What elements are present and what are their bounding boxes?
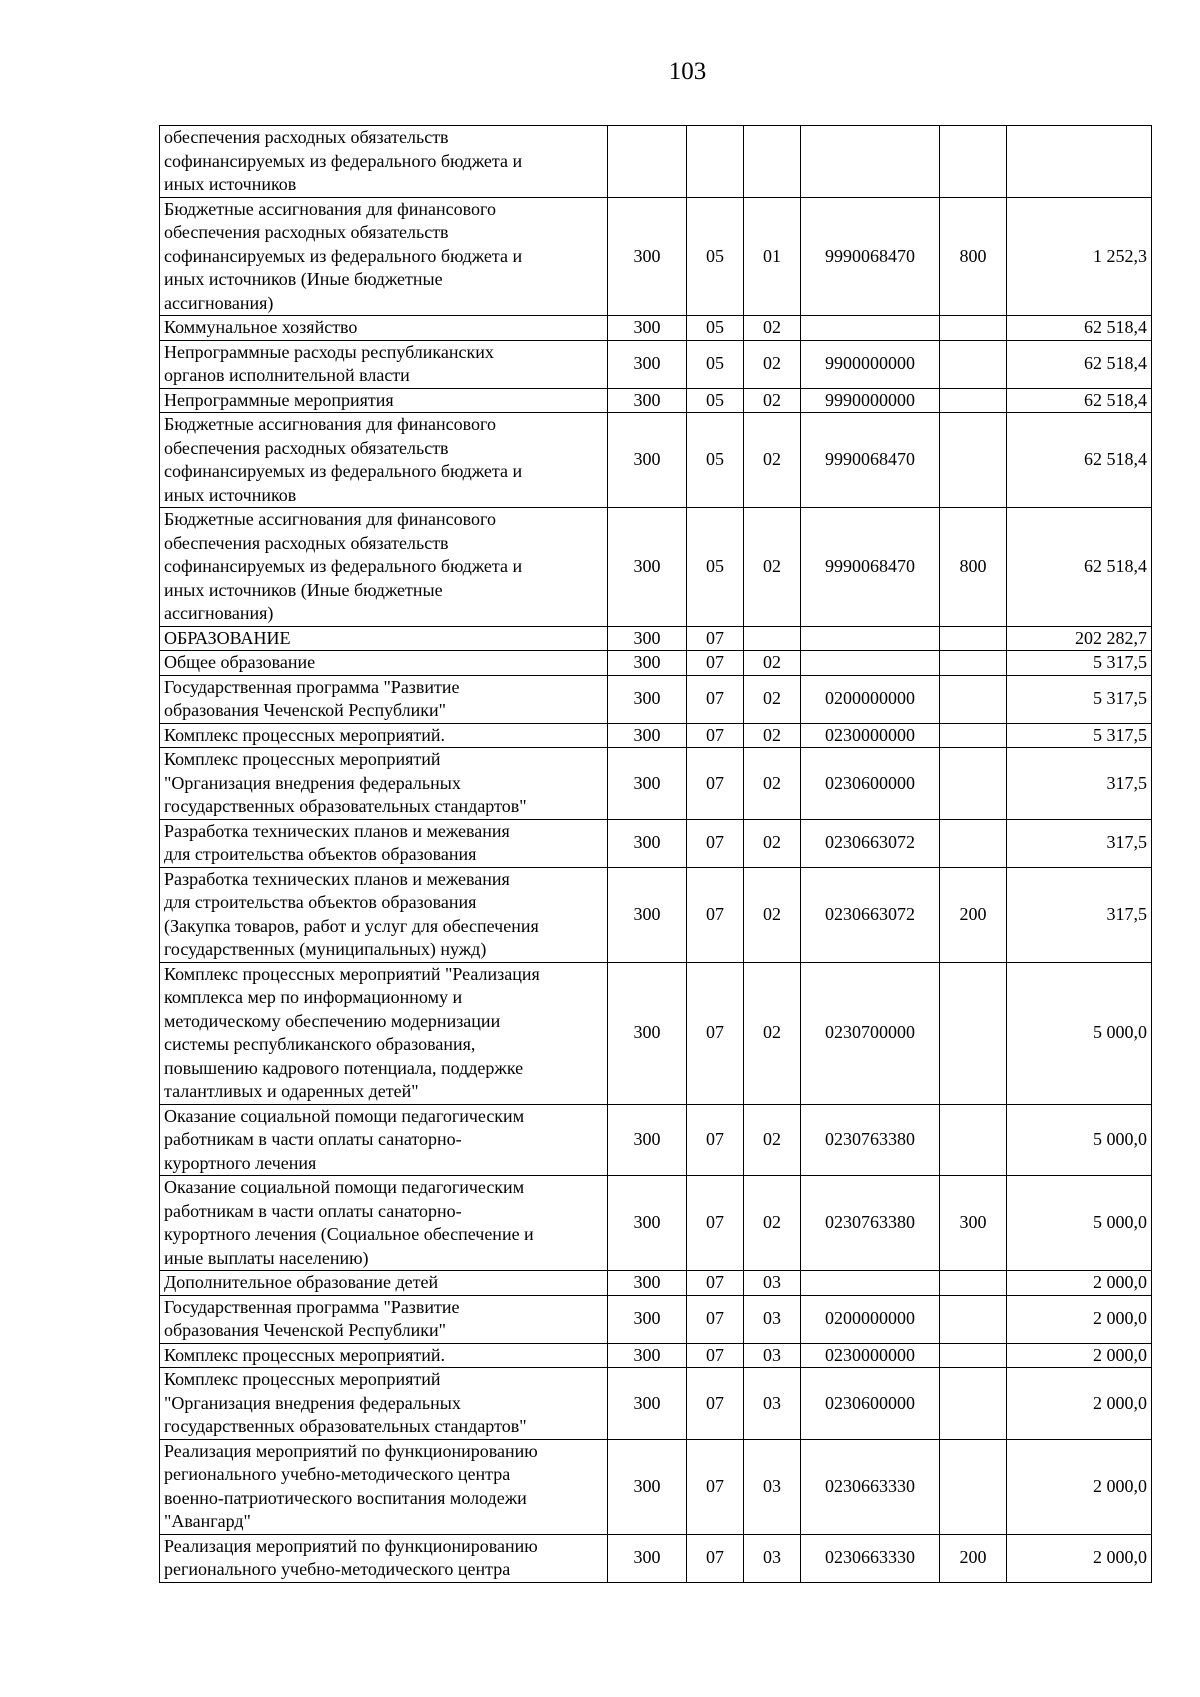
subsection-code: 03 <box>744 1439 801 1534</box>
target-article-code: 9990000000 <box>801 388 940 413</box>
row-name: Реализация мероприятий по функционированию регионального учебно-методического центра военно-патриотического воспитания молодежи "Авангард" <box>160 1439 608 1534</box>
section-code: 07 <box>687 748 744 820</box>
subsection-code: 02 <box>744 651 801 676</box>
expense-type-code <box>940 1271 1007 1296</box>
subsection-code: 02 <box>744 962 801 1104</box>
table-row <box>160 748 1152 820</box>
target-article-code: 0200000000 <box>801 675 940 723</box>
table-row <box>160 1295 1152 1343</box>
amount: 2 000,0 <box>1007 1343 1152 1368</box>
subsection-code <box>744 126 801 198</box>
target-article-code: 0230663330 <box>801 1439 940 1534</box>
ved-code: 300 <box>608 388 687 413</box>
target-article-code: 0200000000 <box>801 1295 940 1343</box>
section-code: 07 <box>687 723 744 748</box>
section-code: 07 <box>687 1104 744 1176</box>
expense-type-code <box>940 819 1007 867</box>
table-row <box>160 197 1152 316</box>
subsection-code: 02 <box>744 388 801 413</box>
row-name: Непрограммные расходы республиканских органов исполнительной власти <box>160 340 608 388</box>
expense-type-code <box>940 1368 1007 1440</box>
amount: 2 000,0 <box>1007 1534 1152 1582</box>
expense-type-code <box>940 413 1007 508</box>
expense-type-code: 800 <box>940 197 1007 316</box>
section-code <box>687 126 744 198</box>
table-row <box>160 316 1152 341</box>
amount: 2 000,0 <box>1007 1368 1152 1440</box>
target-article-code: 9990068470 <box>801 413 940 508</box>
expense-type-code <box>940 626 1007 651</box>
subsection-code: 02 <box>744 723 801 748</box>
table-row <box>160 1343 1152 1368</box>
target-article-code: 0230663072 <box>801 819 940 867</box>
expense-type-code <box>940 126 1007 198</box>
amount: 62 518,4 <box>1007 508 1152 627</box>
amount: 317,5 <box>1007 748 1152 820</box>
expense-type-code <box>940 651 1007 676</box>
expense-type-code: 200 <box>940 1534 1007 1582</box>
expense-type-code: 800 <box>940 508 1007 627</box>
expense-type-code <box>940 1439 1007 1534</box>
table-row <box>160 413 1152 508</box>
subsection-code: 01 <box>744 197 801 316</box>
ved-code: 300 <box>608 1439 687 1534</box>
table-row <box>160 675 1152 723</box>
ved-code: 300 <box>608 867 687 962</box>
subsection-code: 03 <box>744 1295 801 1343</box>
ved-code: 300 <box>608 651 687 676</box>
subsection-code: 03 <box>744 1534 801 1582</box>
section-code: 07 <box>687 1271 744 1296</box>
subsection-code <box>744 626 801 651</box>
table-row <box>160 723 1152 748</box>
table-row <box>160 126 1152 198</box>
amount: 1 252,3 <box>1007 197 1152 316</box>
table-row <box>160 626 1152 651</box>
ved-code: 300 <box>608 1343 687 1368</box>
subsection-code: 02 <box>744 508 801 627</box>
section-code: 07 <box>687 819 744 867</box>
table-row <box>160 962 1152 1104</box>
target-article-code: 0230600000 <box>801 1368 940 1440</box>
section-code: 05 <box>687 340 744 388</box>
section-code: 07 <box>687 1176 744 1271</box>
row-name: Комплекс процессных мероприятий. <box>160 1343 608 1368</box>
target-article-code: 0230700000 <box>801 962 940 1104</box>
amount: 317,5 <box>1007 867 1152 962</box>
target-article-code <box>801 626 940 651</box>
row-name: Бюджетные ассигнования для финансового обеспечения расходных обязательств софинансируемых из федерального бюджета и иных источников (Иные бюджетные ассигнования) <box>160 508 608 627</box>
target-article-code: 9900000000 <box>801 340 940 388</box>
subsection-code: 02 <box>744 1176 801 1271</box>
section-code: 07 <box>687 651 744 676</box>
target-article-code <box>801 1271 940 1296</box>
row-name: Реализация мероприятий по функционированию регионального учебно-методического центра <box>160 1534 608 1582</box>
row-name: Непрограммные мероприятия <box>160 388 608 413</box>
row-name: Оказание социальной помощи педагогическим работникам в части оплаты санаторно- курортного лечения <box>160 1104 608 1176</box>
subsection-code: 02 <box>744 819 801 867</box>
target-article-code: 0230663330 <box>801 1534 940 1582</box>
table-row <box>160 819 1152 867</box>
subsection-code: 02 <box>744 867 801 962</box>
section-code: 05 <box>687 508 744 627</box>
subsection-code: 02 <box>744 748 801 820</box>
ved-code: 300 <box>608 1534 687 1582</box>
row-name: Бюджетные ассигнования для финансового обеспечения расходных обязательств софинансируемых из федерального бюджета и иных источников (Иные бюджетные ассигнования) <box>160 197 608 316</box>
section-code: 07 <box>687 867 744 962</box>
expense-type-code <box>940 962 1007 1104</box>
ved-code: 300 <box>608 316 687 341</box>
row-name: Бюджетные ассигнования для финансового обеспечения расходных обязательств софинансируемых из федерального бюджета и иных источников <box>160 413 608 508</box>
subsection-code: 02 <box>744 316 801 341</box>
table-row <box>160 508 1152 627</box>
target-article-code <box>801 316 940 341</box>
expense-type-code <box>940 1104 1007 1176</box>
amount: 5 000,0 <box>1007 962 1152 1104</box>
amount: 5 000,0 <box>1007 1104 1152 1176</box>
expense-type-code <box>940 316 1007 341</box>
table-row <box>160 1104 1152 1176</box>
amount: 5 317,5 <box>1007 723 1152 748</box>
table-row <box>160 340 1152 388</box>
table-row <box>160 867 1152 962</box>
section-code: 07 <box>687 962 744 1104</box>
expense-type-code <box>940 1343 1007 1368</box>
target-article-code: 0230763380 <box>801 1176 940 1271</box>
table-row <box>160 1176 1152 1271</box>
row-name: Коммунальное хозяйство <box>160 316 608 341</box>
table-row <box>160 1271 1152 1296</box>
section-code: 07 <box>687 1439 744 1534</box>
table-row <box>160 651 1152 676</box>
row-name: Государственная программа "Развитие образования Чеченской Республики" <box>160 675 608 723</box>
section-code: 05 <box>687 197 744 316</box>
amount: 202 282,7 <box>1007 626 1152 651</box>
row-name: Государственная программа "Развитие образования Чеченской Республики" <box>160 1295 608 1343</box>
row-name: Комплекс процессных мероприятий. <box>160 723 608 748</box>
amount: 5 317,5 <box>1007 675 1152 723</box>
section-code: 07 <box>687 1368 744 1440</box>
expense-type-code: 200 <box>940 867 1007 962</box>
amount: 62 518,4 <box>1007 388 1152 413</box>
ved-code: 300 <box>608 626 687 651</box>
subsection-code: 02 <box>744 675 801 723</box>
target-article-code: 0230000000 <box>801 723 940 748</box>
target-article-code: 9990068470 <box>801 197 940 316</box>
amount: 2 000,0 <box>1007 1295 1152 1343</box>
amount: 5 000,0 <box>1007 1176 1152 1271</box>
ved-code: 300 <box>608 1104 687 1176</box>
ved-code <box>608 126 687 198</box>
amount: 317,5 <box>1007 819 1152 867</box>
table-row <box>160 1439 1152 1534</box>
target-article-code: 0230600000 <box>801 748 940 820</box>
row-name: Комплекс процессных мероприятий "Организация внедрения федеральных государственных образовательных стандартов" <box>160 748 608 820</box>
expense-type-code <box>940 748 1007 820</box>
ved-code: 300 <box>608 962 687 1104</box>
section-code: 07 <box>687 626 744 651</box>
row-name: Оказание социальной помощи педагогическим работникам в части оплаты санаторно- курортного лечения (Социальное обеспечение и иные выплаты населению) <box>160 1176 608 1271</box>
expense-type-code <box>940 723 1007 748</box>
budget-table <box>159 125 1152 1583</box>
section-code: 05 <box>687 413 744 508</box>
section-code: 07 <box>687 675 744 723</box>
amount <box>1007 126 1152 198</box>
amount: 62 518,4 <box>1007 340 1152 388</box>
expense-type-code <box>940 1295 1007 1343</box>
target-article-code <box>801 651 940 676</box>
amount: 62 518,4 <box>1007 413 1152 508</box>
row-name: Комплекс процессных мероприятий "Организация внедрения федеральных государственных образовательных стандартов" <box>160 1368 608 1440</box>
section-code: 07 <box>687 1343 744 1368</box>
subsection-code: 02 <box>744 340 801 388</box>
expense-type-code <box>940 388 1007 413</box>
target-article-code: 9990068470 <box>801 508 940 627</box>
subsection-code: 03 <box>744 1343 801 1368</box>
expense-type-code <box>940 675 1007 723</box>
ved-code: 300 <box>608 1295 687 1343</box>
row-name: Разработка технических планов и межевания для строительства объектов образования <box>160 819 608 867</box>
expense-type-code: 300 <box>940 1176 1007 1271</box>
ved-code: 300 <box>608 819 687 867</box>
ved-code: 300 <box>608 1368 687 1440</box>
target-article-code: 0230000000 <box>801 1343 940 1368</box>
table-row <box>160 388 1152 413</box>
row-name: ОБРАЗОВАНИЕ <box>160 626 608 651</box>
ved-code: 300 <box>608 748 687 820</box>
row-name: Дополнительное образование детей <box>160 1271 608 1296</box>
amount: 2 000,0 <box>1007 1439 1152 1534</box>
subsection-code: 03 <box>744 1368 801 1440</box>
section-code: 07 <box>687 1534 744 1582</box>
row-name: Комплекс процессных мероприятий "Реализация комплекса мер по информационному и методическому обеспечению модернизации системы республиканского образования, повышению кадрового потенциала, поддержке талантливых и одаренных детей" <box>160 962 608 1104</box>
subsection-code: 03 <box>744 1271 801 1296</box>
target-article-code: 0230663072 <box>801 867 940 962</box>
ved-code: 300 <box>608 1176 687 1271</box>
ved-code: 300 <box>608 413 687 508</box>
table-row <box>160 1368 1152 1440</box>
expense-type-code <box>940 340 1007 388</box>
ved-code: 300 <box>608 723 687 748</box>
ved-code: 300 <box>608 1271 687 1296</box>
section-code: 05 <box>687 388 744 413</box>
table-body <box>160 126 1152 1583</box>
ved-code: 300 <box>608 197 687 316</box>
row-name: Общее образование <box>160 651 608 676</box>
target-article-code <box>801 126 940 198</box>
page-number: 103 <box>668 58 707 85</box>
ved-code: 300 <box>608 340 687 388</box>
row-name: обеспечения расходных обязательств софинансируемых из федерального бюджета и иных источников <box>160 126 608 198</box>
amount: 5 317,5 <box>1007 651 1152 676</box>
target-article-code: 0230763380 <box>801 1104 940 1176</box>
table-row <box>160 1534 1152 1582</box>
amount: 62 518,4 <box>1007 316 1152 341</box>
ved-code: 300 <box>608 675 687 723</box>
amount: 2 000,0 <box>1007 1271 1152 1296</box>
subsection-code: 02 <box>744 413 801 508</box>
section-code: 07 <box>687 1295 744 1343</box>
subsection-code: 02 <box>744 1104 801 1176</box>
ved-code: 300 <box>608 508 687 627</box>
row-name: Разработка технических планов и межевания для строительства объектов образования (Закупка товаров, работ и услуг для обеспечения государственных (муниципальных) нужд) <box>160 867 608 962</box>
section-code: 05 <box>687 316 744 341</box>
